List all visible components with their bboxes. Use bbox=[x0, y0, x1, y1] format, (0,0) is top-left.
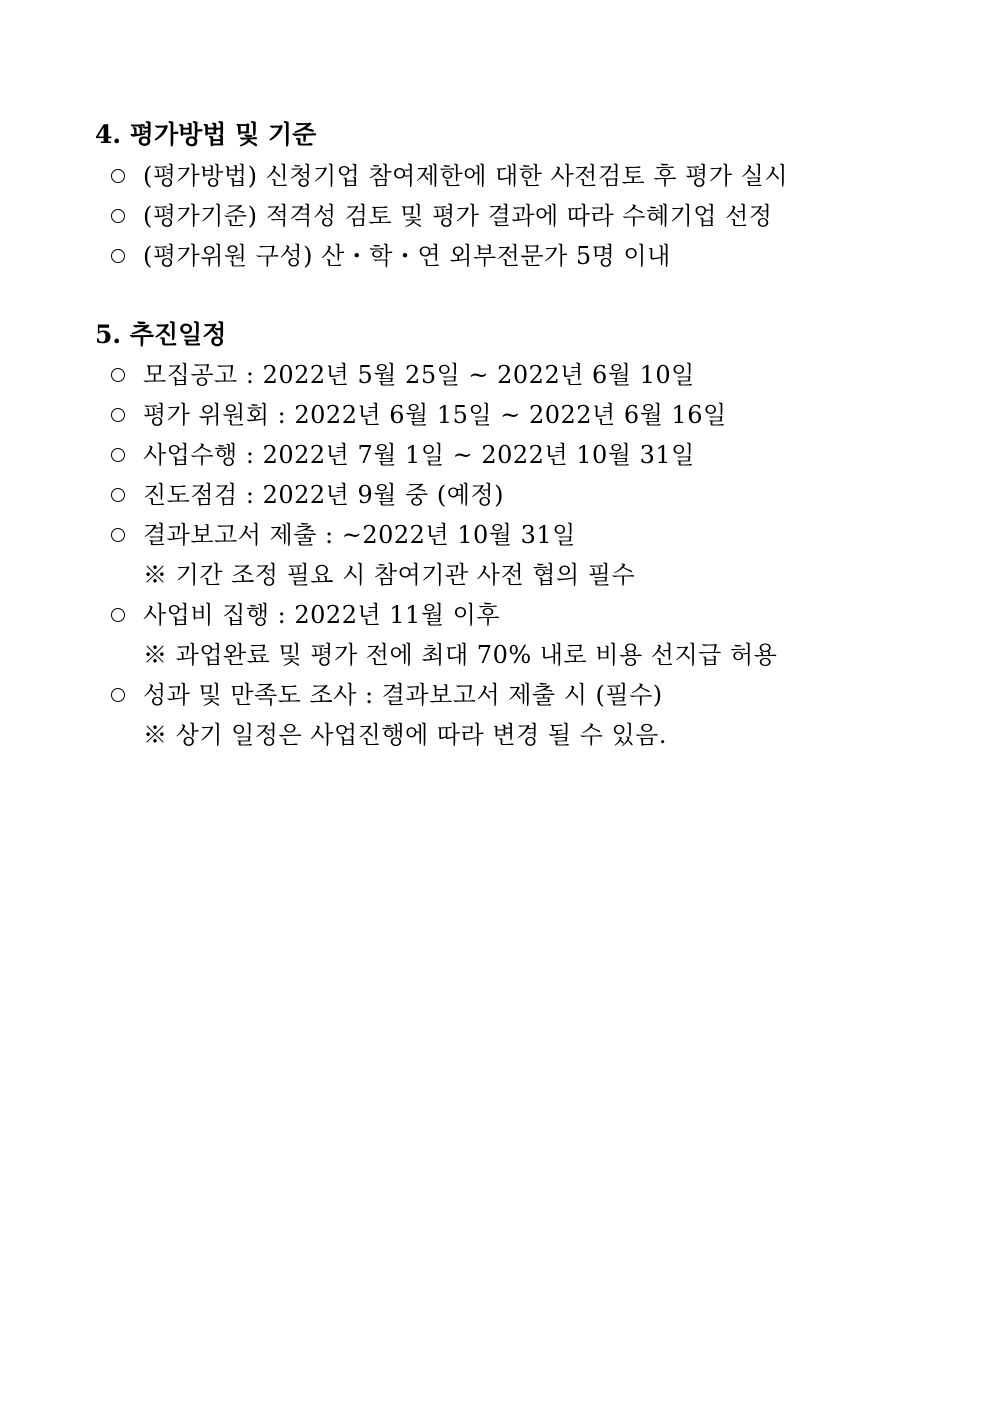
list-item bbox=[111, 435, 695, 470]
bullet-circle-icon bbox=[111, 202, 143, 230]
bullet-circle-icon bbox=[111, 601, 143, 629]
bullet-circle-icon bbox=[111, 441, 143, 469]
bullet-circle-icon bbox=[111, 521, 143, 549]
section-5-title: 5. 추진일정 bbox=[95, 320, 227, 349]
list-item bbox=[111, 515, 576, 550]
list-item bbox=[111, 196, 773, 231]
note-text: ※ 과업완료 및 평가 전에 최대 70% 내로 비용 선지급 허용 bbox=[143, 641, 778, 669]
list-item bbox=[111, 475, 504, 510]
list-item-text: 모집공고 : 2022년 5월 25일 ~ 2022년 6월 10일 bbox=[143, 361, 695, 389]
bullet-circle-icon bbox=[111, 242, 143, 270]
list-item-text: 성과 및 만족도 조사 : 결과보고서 제출 시 (필수) bbox=[143, 681, 663, 709]
list-item bbox=[111, 355, 695, 390]
list-item bbox=[111, 156, 788, 191]
list-item-text: 결과보고서 제출 : ~2022년 10월 31일 bbox=[143, 521, 576, 549]
list-item-text: (평가방법) 신청기업 참여제한에 대한 사전검토 후 평가 실시 bbox=[143, 162, 789, 190]
bullet-circle-icon bbox=[111, 162, 143, 190]
list-item-text: 평가 위원회 : 2022년 6월 15일 ~ 2022년 6월 16일 bbox=[143, 401, 727, 429]
bullet-circle-icon bbox=[111, 401, 143, 429]
list-item-text: 진도점검 : 2022년 9월 중 (예정) bbox=[143, 481, 504, 509]
note-text: ※ 기간 조정 필요 시 참여기관 사전 협의 필수 bbox=[143, 561, 636, 589]
list-item bbox=[111, 595, 500, 630]
list-item bbox=[111, 236, 671, 271]
list-item-text: (평가위원 구성) 산・학・연 외부전문가 5명 이내 bbox=[143, 242, 671, 270]
list-item-text: 사업비 집행 : 2022년 11월 이후 bbox=[143, 601, 501, 629]
section-4-title: 4. 평가방법 및 기준 bbox=[95, 120, 317, 149]
note-text: ※ 상기 일정은 사업진행에 따라 변경 될 수 있음. bbox=[143, 721, 667, 749]
bullet-circle-icon bbox=[111, 481, 143, 509]
list-item-text: 사업수행 : 2022년 7월 1일 ~ 2022년 10월 31일 bbox=[143, 441, 695, 469]
bullet-circle-icon bbox=[111, 681, 143, 709]
list-item-text: (평가기준) 적격성 검토 및 평가 결과에 따라 수혜기업 선정 bbox=[143, 202, 773, 230]
list-item bbox=[111, 675, 663, 710]
bullet-circle-icon bbox=[111, 361, 143, 389]
list-item bbox=[111, 395, 727, 430]
